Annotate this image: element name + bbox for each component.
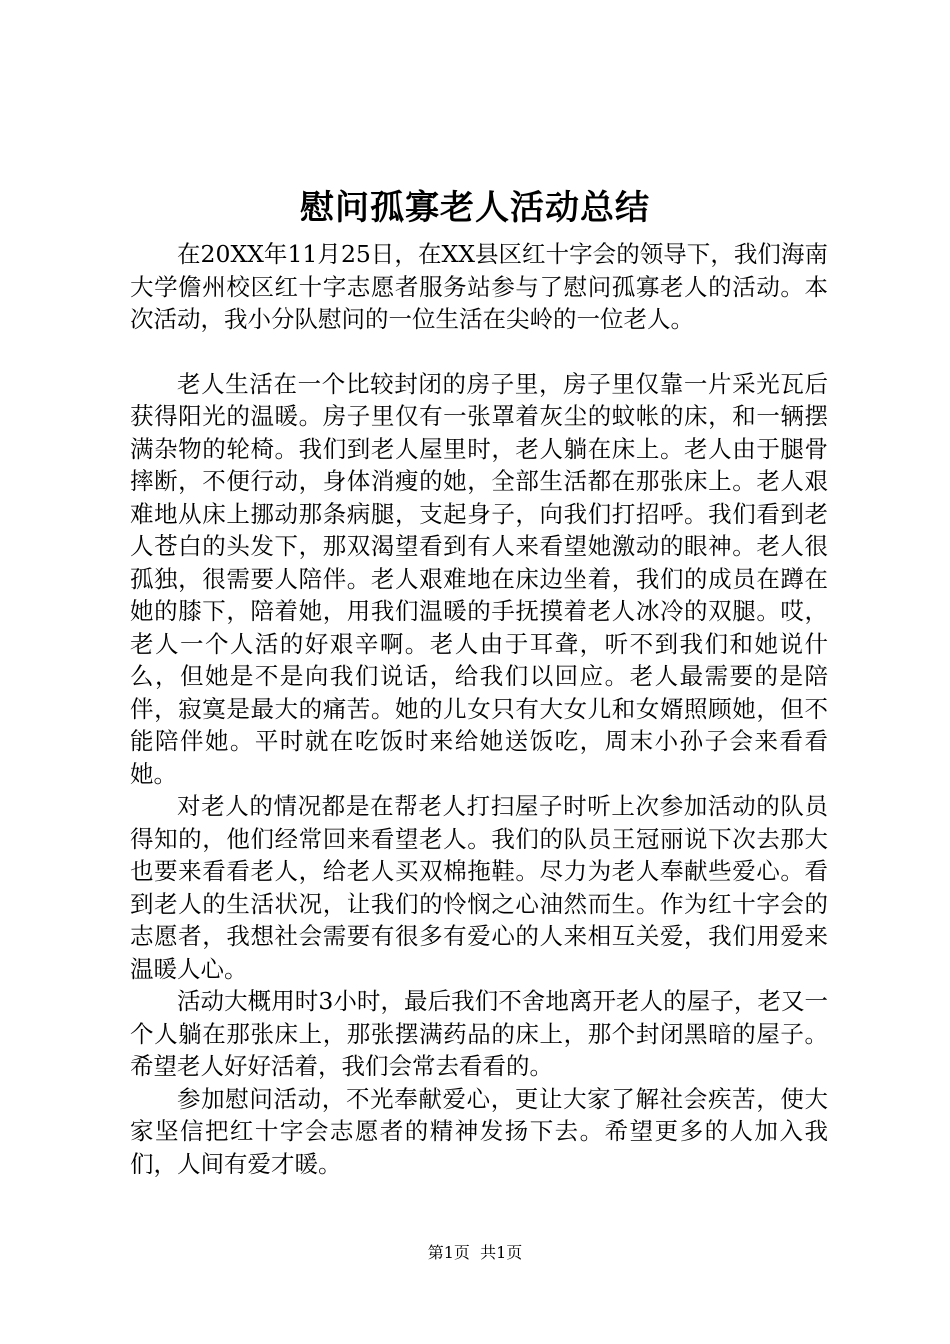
- paragraph-conclusion: 参加慰问活动，不光奉献爱心，更让大家了解社会疾苦，使大家坚信把红十字会志愿者的精神发扬下去。希望更多的人加入我们，人间有爱才暖。: [130, 1084, 828, 1178]
- page-number: 第1页: [427, 1243, 470, 1262]
- document-title: 慰问孤寡老人活动总结: [300, 188, 650, 228]
- paragraph-duration: 活动大概用时3小时，最后我们不舍地离开老人的屋子，老又一个人躺在那张床上，那张摆满药品的床上，那个封闭黑暗的屋子。希望老人好好活着，我们会常去看看的。: [130, 987, 828, 1080]
- paragraph-volunteers: 对老人的情况都是在帮老人打扫屋子时听上次参加活动的队员得知的，他们经常回来看望老人。我们的队员王冠丽说下次去那大也要来看看老人，给老人买双棉拖鞋。尽力为老人奉献些爱心。看到老人的生活状况，让我们的怜悯之心油然而生。作为红十字会的志愿者，我想社会需要有很多有爱心的人来相互关爱，我们用爱来温暖人心。: [130, 792, 828, 983]
- paragraph-elder-life: 老人生活在一个比较封闭的房子里，房子里仅靠一片采光瓦后获得阳光的温暖。房子里仅有一张罩着灰尘的蚊帐的床，和一辆摆满杂物的轮椅。我们到老人屋里时，老人躺在床上。老人由于腿骨摔断，不便行动，身体消瘦的她，全部生活都在那张床上。老人艰难地从床上挪动那条病腿，支起身子，向我们打招呼。我们看到老人苍白的头发下，那双渴望看到有人来看望她激动的眼神。老人很孤独，很需要人陪伴。老人艰难地在床边坐着，我们的成员在蹲在她的膝下，陪着她，用我们温暖的手抚摸着老人冰冷的双腿。哎，老人一个人活的好艰辛啊。老人由于耳聋，听不到我们和她说什么，但她是不是向我们说话，给我们以回应。老人最需要的是陪伴，寂寞是最大的痛苦。她的儿女只有大女儿和女婿照顾她，但不能陪伴她。平时就在吃饭时来给她送饭吃，周末小孙子会来看看她。: [130, 369, 828, 788]
- page-total: 共1页: [480, 1243, 523, 1262]
- page-footer: [0, 1242, 950, 1264]
- document-body: [130, 238, 828, 1180]
- paragraph-intro: 在20XX年11月25日，在XX县区红十字会的领导下，我们海南大学儋州校区红十字志愿者服务站参与了慰问孤寡老人的活动。本次活动，我小分队慰问的一位生活在尖岭的一位老人。: [130, 240, 828, 333]
